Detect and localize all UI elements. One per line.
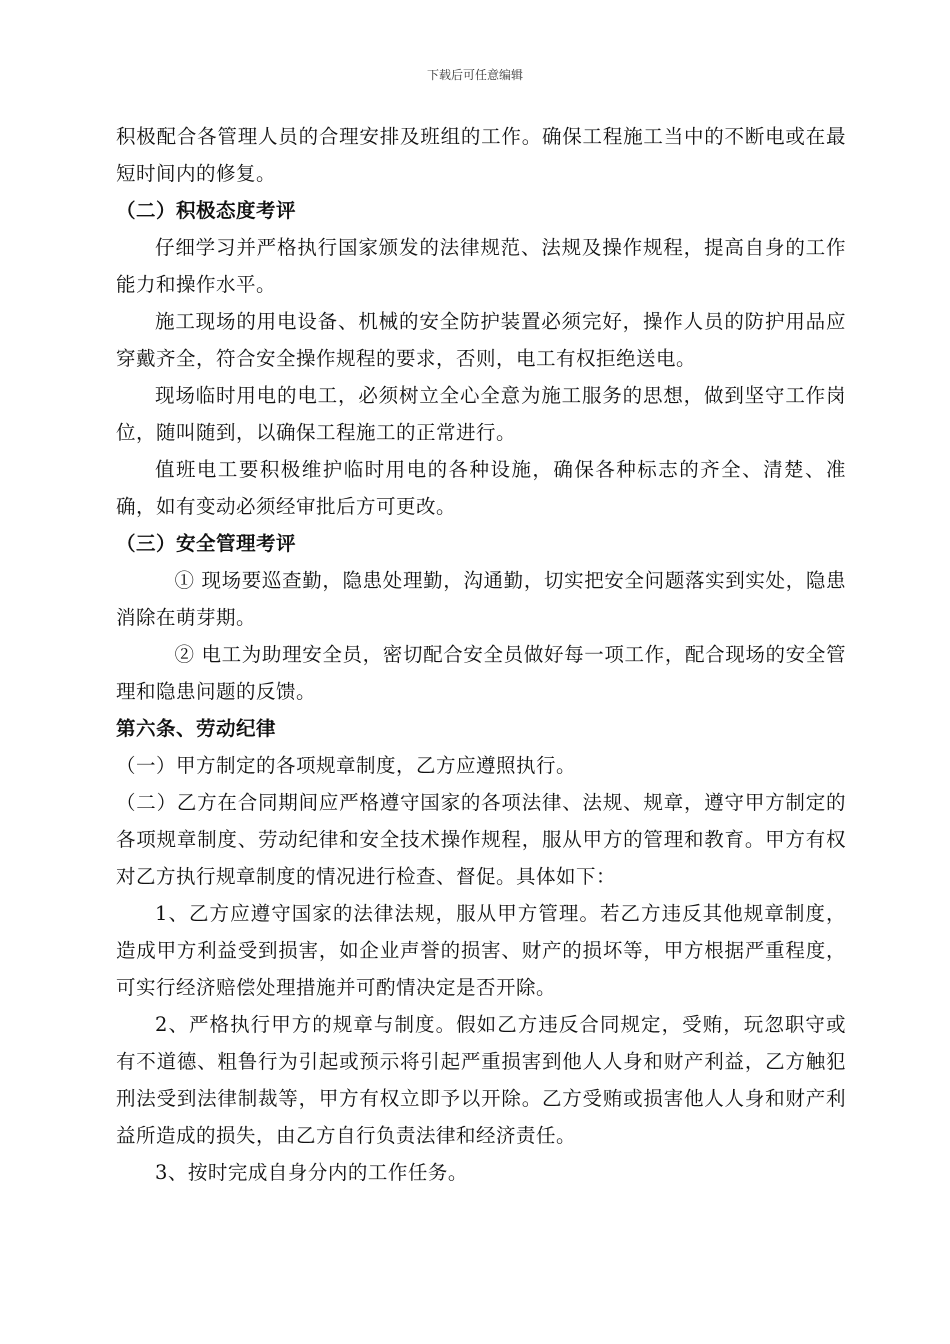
paragraph: 现场临时用电的电工，必须树立全心全意为施工服务的思想，做到坚守工作岗位，随叫随到，以确保工程施工的正常进行。 — [116, 384, 846, 444]
page-header: 下载后可任意编辑 — [426, 68, 523, 82]
section-heading: （三）安全管理考评 — [116, 532, 297, 555]
paragraph: 积极配合各管理人员的合理安排及班组的工作。确保工程施工当中的不断电或在最短时间内的修复。 — [116, 125, 846, 185]
numbered-item: 2、严格执行甲方的规章与制度。假如乙方违反合同规定，受贿，玩忽职守或有不道德、粗鲁行为引起或预示将引起严重损害到他人人身和财产利益，乙方触犯刑法受到法律制裁等，甲方有权立即予以开除。乙方受贿或损害他人人身和财产利益所造成的损失，由乙方自行负责法律和经济责任。 — [116, 1013, 846, 1147]
paragraph: （一）甲方制定的各项规章制度，乙方应遵照执行。 — [116, 754, 577, 777]
paragraph: 仔细学习并严格执行国家颁发的法律规范、法规及操作规程，提高自身的工作能力和操作水平。 — [116, 236, 846, 296]
document-body — [116, 118, 846, 1191]
paragraph: 值班电工要积极维护临时用电的各种设施，确保各种标志的齐全、清楚、准确，如有变动必须经审批后方可更改。 — [116, 458, 846, 518]
numbered-item: ① 现场要巡查勤，隐患处理勤，沟通勤，切实把安全问题落实到实处，隐患消除在萌芽期。 — [116, 569, 846, 629]
numbered-item: ② 电工为助理安全员，密切配合安全员做好每一项工作，配合现场的安全管理和隐患问题的反馈。 — [116, 643, 846, 703]
numbered-item: 3、按时完成自身分内的工作任务。 — [155, 1161, 468, 1184]
paragraph: （二）乙方在合同期间应严格遵守国家的各项法律、法规、规章，遵守甲方制定的各项规章制度、劳动纪律和安全技术操作规程，服从甲方的管理和教育。甲方有权对乙方执行规章制度的情况进行检查、督促。具体如下： — [116, 791, 846, 888]
article-heading: 第六条、劳动纪律 — [116, 717, 277, 740]
numbered-item: 1、乙方应遵守国家的法律法规，服从甲方管理。若乙方违反其他规章制度，造成甲方利益受到损害，如企业声誉的损害、财产的损坏等，甲方根据严重程度，可实行经济赔偿处理措施并可酌情决定是否开除。 — [116, 902, 846, 999]
paragraph: 施工现场的用电设备、机械的安全防护装置必须完好，操作人员的防护用品应穿戴齐全，符合安全操作规程的要求，否则，电工有权拒绝送电。 — [116, 310, 846, 370]
section-heading: （二）积极态度考评 — [116, 199, 297, 222]
